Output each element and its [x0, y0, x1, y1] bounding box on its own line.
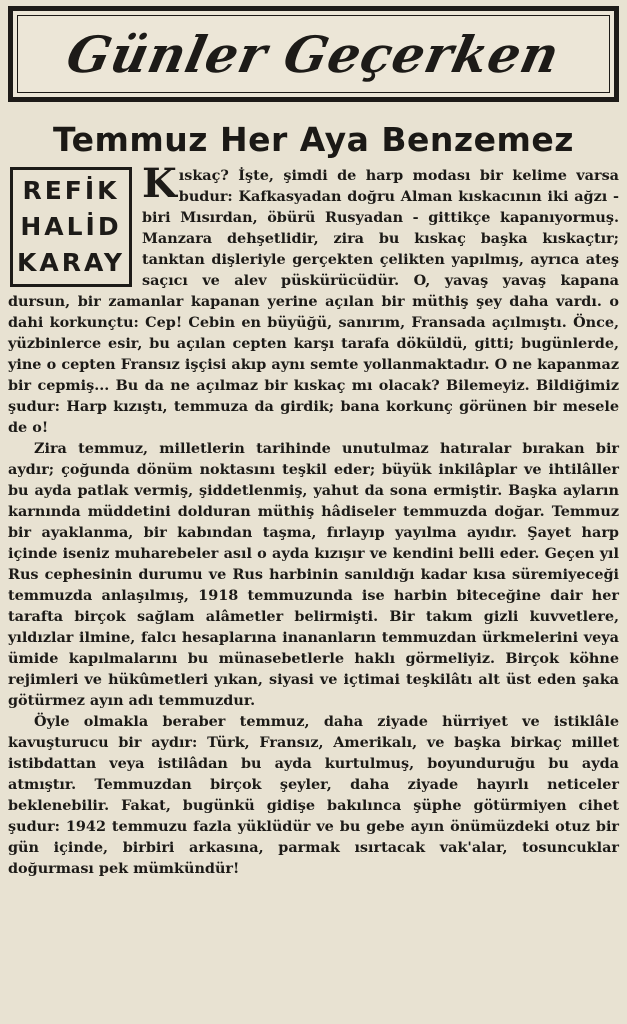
column-masthead: [8, 6, 619, 102]
author-box: [10, 167, 132, 287]
paragraph-1-text: ıskaç? İşte, şimdi de harp modası bir kelime varsa budur: Kafkasyadan doğru Alman kıskacının iki ağzı - biri Mısırdan, öbürü Rusyadan - gittikçe kapanıyormuş. Manzara dehşetlidir, zira bu kıskaç başka kıskaçtır; tanktan dişleriyle gerçekten çelikten yapılmış, ayrıca ateş saçıcı ve alev püskürücüdür. O, yavaş yavaş kapana dursun, bir zamanlar kapanan yerine açılan bir müthiş şey daha vardı. o dahi korkunçtu: Cep! Cebin en büyüğü, sanırım, Fransada açılmıştı. Önce, yüzbinlerce esir, bu açılan cepten karşı tarafa döküldü, gitti; bugünlerde, yine o cepten Fransız işçisi akıp aynı semte yollanmaktadır. O ne kapanmaz bir cepmiş... Bu da ne açılmaz bir kıskaç mı olacak? Bilemeyiz. Bildiğimiz şudur: Harp kızıştı, temmuza da girdik; bana korkunç görünen bir mesele de o!: [8, 167, 619, 436]
author-last-name: KARAY: [16, 248, 126, 277]
paragraph-3: Öyle olmakla beraber temmuz, daha ziyade hürriyet ve istiklâle kavuşturucu bir aydır: Türk, Fransız, Amerikalı, ve başka birkaç millet istibdattan veya istilâdan bu ayda kurtulmuş, boyunduruğu bu ayda atmıştır. Temmuzdan birçok şeyler, daha ziyade hayırlı neticeler beklenebilir. Fakat, bugünkü gidişe bakılınca şüphe götürmiyen cihet şudur: 1942 temmuzu fazla yüklüdür ve bu gebe ayın önümüzdeki otuz bir gün içinde, birbiri arkasına, parmak ısırtacak vak'alar, tosuncuklar doğurması pek mümkündür!: [8, 713, 619, 877]
author-middle-name: HALİD: [20, 212, 122, 241]
masthead-title: Günler Geçerken: [61, 24, 566, 84]
article-headline: Temmuz Her Aya Benzemez: [53, 120, 574, 159]
author-first-name: REFİK: [22, 176, 120, 205]
drop-cap: K: [142, 160, 177, 207]
paragraph-2: Zira temmuz, milletlerin tarihinde unutulmaz hatıralar bırakan bir aydır; çoğunda dönüm noktasını teşkil eder; büyük inkilâplar ve ihtilâller bu ayda patlak vermiş, şiddetlenmiş, yahut da sona ermiştir. Başka ayların karnında müddetini dolduran müthiş hâdiseler temmuzda doğar. Temmuz bir ayaklanma, bir kabından taşma, fırlayıp yayılma ayıdır. Şayet harp içinde iseniz muharebeler asıl o ayda kızışır ve kendini belli eder. Geçen yıl Rus cephesinin durumu ve Rus harbinin sanıldığı kadar kısa süremiyeceği temmuzda anlaşılmış, 1918 temmuzunda ise harbin biteceğine dair her tarafta birçok sağlam alâmetler belirmişti. Bir takım gizli kuvvetlere, yıldızlar ilmine, falcı hesaplarına inananların temmuzdan ürkmelerini veya ümide kapılmalarını bu münasebetlerle haklı görmeliyiz. Birçok köhne rejimleri ve hükûmetleri yıkan, siyasi ve içtimai teşkilâtı alt üst eden şaka götürmez ayın adı temmuzdur.: [8, 440, 619, 709]
article-body: [8, 160, 619, 879]
